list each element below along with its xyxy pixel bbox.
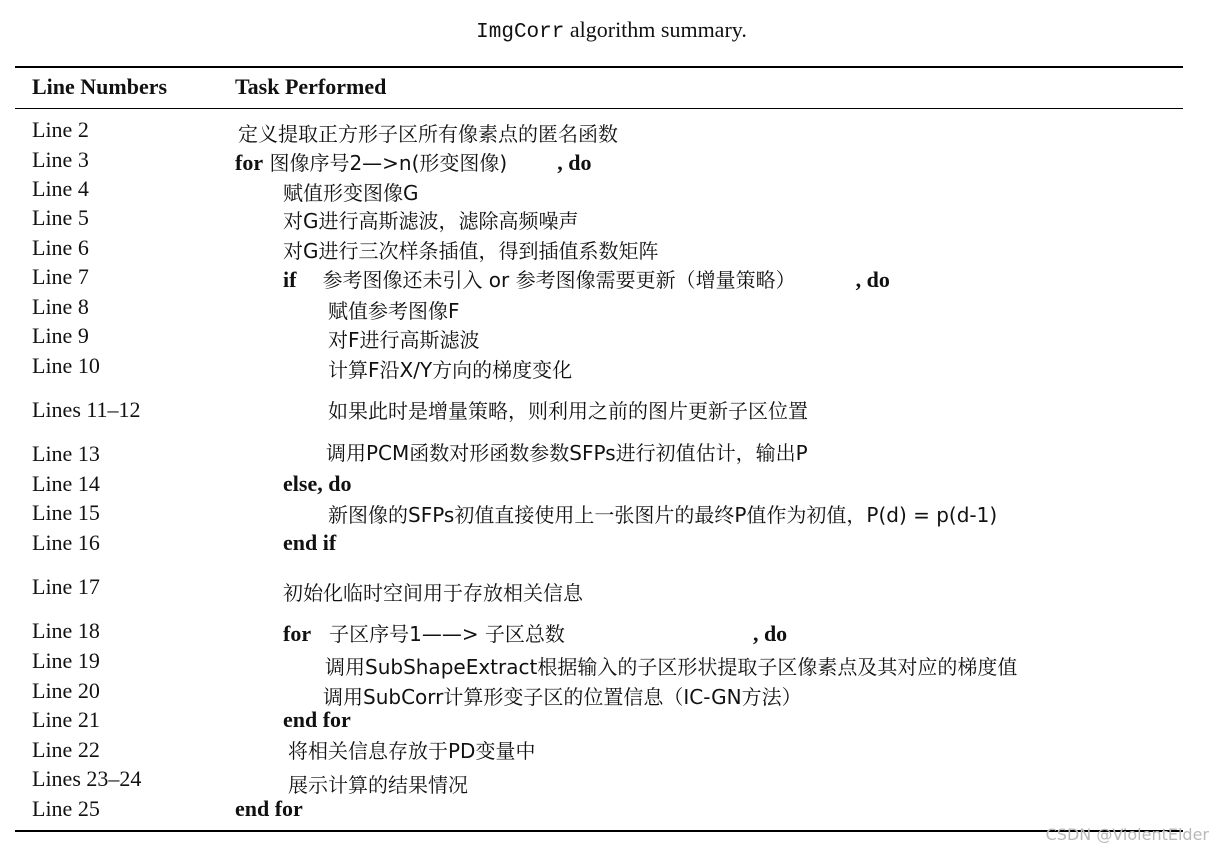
line-number: Line 7 [32, 264, 89, 289]
keyword-end-for: end for [235, 796, 303, 821]
task-text: 调用PCM函数对形函数参数SFPs进行初值估计，输出P [326, 441, 808, 465]
line-number: Line 22 [32, 737, 100, 762]
task-text: 定义提取正方形子区所有像素点的匿名函数 [238, 122, 618, 146]
header-task-performed: Task Performed [235, 74, 387, 99]
task-text: 新图像的SFPs初值直接使用上一张图片的最终P值作为初值，P(d) = p(d-1) [328, 503, 998, 527]
top-rule [15, 66, 1183, 68]
line-number: Line 9 [32, 323, 89, 348]
task-row [283, 707, 351, 733]
keyword-do: , do [557, 150, 592, 175]
line-number: Line 21 [32, 707, 100, 732]
watermark: CSDN @ViolentElder [1045, 825, 1209, 844]
line-number: Line 3 [32, 147, 89, 172]
task-text: 调用SubShapeExtract根据输入的子区形状提取子区像素点及其对应的梯度值 [325, 655, 1018, 679]
task-row [235, 147, 591, 176]
line-number: Line 20 [32, 678, 100, 703]
caption-code: ImgCorr [476, 21, 565, 44]
line-number: Line 4 [32, 176, 89, 201]
header-rule [15, 108, 1183, 109]
line-number: Line 10 [32, 353, 100, 378]
line-number: Line 25 [32, 796, 100, 821]
task-text: 如果此时是增量策略，则利用之前的图片更新子区位置 [328, 399, 808, 423]
task-row [283, 471, 351, 497]
line-number: Lines 23–24 [32, 766, 142, 791]
table-caption [0, 17, 1223, 44]
task-row [283, 264, 890, 293]
line-number: Line 2 [32, 117, 89, 142]
task-text: 赋值形变图像G [283, 181, 419, 205]
keyword-do: , do [317, 471, 352, 496]
line-number: Line 5 [32, 205, 89, 230]
line-number: Line 15 [32, 500, 100, 525]
task-text: 赋值参考图像F [328, 299, 460, 323]
line-number: Line 16 [32, 530, 100, 555]
task-text: 子区序号1——> 子区总数 [329, 622, 565, 646]
task-row [283, 618, 787, 647]
line-number: Line 19 [32, 648, 100, 673]
keyword-else: else [283, 471, 318, 496]
keyword-do: , do [752, 621, 788, 646]
line-number: Line 18 [32, 618, 100, 643]
task-text: 计算F沿X/Y方向的梯度变化 [328, 358, 573, 382]
line-number: Line 14 [32, 471, 100, 496]
task-text: 对G进行高斯滤波，滤除高频噪声 [283, 209, 579, 233]
keyword-do: , do [855, 267, 890, 292]
task-text: 调用SubCorr计算形变子区的位置信息（IC-GN方法） [323, 685, 802, 709]
task-row [235, 796, 303, 822]
line-number: Line 6 [32, 235, 89, 260]
keyword-if: if [283, 267, 297, 292]
keyword-end-for: end for [283, 707, 351, 732]
task-text: 图像序号2—>n(形变图像) [269, 151, 508, 175]
task-text: 展示计算的结果情况 [288, 773, 468, 797]
line-number: Lines 11–12 [32, 397, 141, 422]
keyword-for: for [235, 150, 264, 175]
task-text: 对F进行高斯滤波 [328, 328, 480, 352]
line-number: Line 17 [32, 574, 100, 599]
task-text: 参考图像还未引入 or 参考图像需要更新（增量策略） [322, 268, 796, 292]
line-number: Line 8 [32, 294, 89, 319]
line-number: Line 13 [32, 441, 100, 466]
header-line-numbers: Line Numbers [32, 74, 168, 99]
task-text: 将相关信息存放于PD变量中 [288, 739, 536, 763]
caption-text: algorithm summary. [564, 17, 747, 42]
task-text: 对G进行三次样条插值，得到插值系数矩阵 [283, 239, 659, 263]
keyword-end-if: end if [283, 530, 337, 555]
task-text: 初始化临时空间用于存放相关信息 [283, 581, 583, 605]
bottom-rule [15, 830, 1183, 832]
task-row [283, 530, 336, 556]
keyword-for: for [283, 621, 312, 646]
